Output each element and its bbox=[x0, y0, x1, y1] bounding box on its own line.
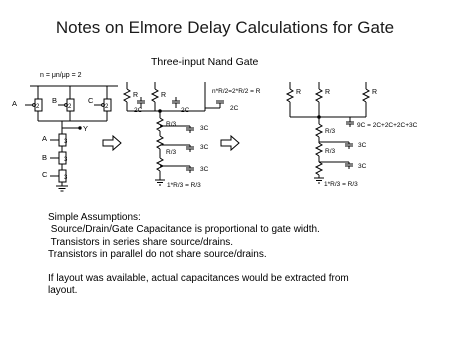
pmos-a bbox=[25, 86, 42, 121]
svg-text:3C: 3C bbox=[358, 163, 367, 170]
svg-text:R: R bbox=[372, 89, 378, 96]
notes-line: Transistors in parallel do not share source/drains. bbox=[48, 249, 267, 261]
equiv-resistance-label: n*R/2=2*R/2 = R bbox=[212, 88, 261, 95]
notes-block bbox=[48, 212, 428, 297]
svg-text:3C: 3C bbox=[200, 125, 209, 132]
notes-line: Transistors in series share source/drains. bbox=[48, 236, 234, 248]
nand-schematic bbox=[12, 72, 118, 191]
slide-title: Notes on Elmore Delay Calculations for Gate bbox=[55, 18, 395, 37]
svg-text:R/3: R/3 bbox=[325, 128, 336, 135]
svg-text:R/3: R/3 bbox=[325, 148, 336, 155]
svg-text:R: R bbox=[133, 92, 139, 99]
svg-text:C: C bbox=[42, 170, 48, 179]
svg-text:3C: 3C bbox=[200, 144, 209, 151]
svg-text:R/3: R/3 bbox=[166, 149, 177, 156]
pmos-b bbox=[58, 86, 74, 121]
model2-bottom-label: 1*R/3 = R/3 bbox=[324, 181, 358, 188]
arrow-right-icon-2 bbox=[221, 136, 239, 150]
diagram-subtitle: Three-input Nand Gate bbox=[151, 56, 259, 68]
lumped-cap-label: 9C = 2C+2C+2C+3C bbox=[357, 122, 418, 129]
svg-text:B: B bbox=[42, 153, 48, 162]
model1-bottom-label: 1*R/3 = R/3 bbox=[167, 182, 201, 189]
svg-text:3: 3 bbox=[64, 175, 68, 181]
input-c-label: C bbox=[88, 96, 94, 105]
svg-text:R: R bbox=[161, 92, 167, 99]
svg-text:R: R bbox=[325, 89, 331, 96]
svg-text:R: R bbox=[296, 89, 302, 96]
svg-text:3: 3 bbox=[64, 139, 68, 145]
rc-model-2 bbox=[287, 82, 418, 188]
notes-line: Source/Drain/Gate Capacitance is proportional to gate width. bbox=[48, 224, 320, 236]
notes-line: If layout was available, actual capacitances would be extracted from bbox=[48, 272, 349, 284]
svg-text:3C: 3C bbox=[200, 166, 209, 173]
input-b-label: B bbox=[52, 96, 58, 105]
svg-text:2: 2 bbox=[68, 104, 72, 110]
arrow-right-icon bbox=[103, 136, 121, 150]
notes-heading: Simple Assumptions: bbox=[48, 212, 141, 223]
output-y-label: Y bbox=[83, 124, 89, 133]
rc-model-1 bbox=[124, 82, 261, 189]
svg-text:R/3: R/3 bbox=[166, 121, 177, 128]
pmos-c bbox=[94, 86, 111, 121]
svg-text:3C: 3C bbox=[358, 142, 367, 149]
nmos-b bbox=[42, 152, 68, 164]
svg-text:2C: 2C bbox=[181, 107, 190, 114]
nmos-a bbox=[42, 134, 68, 146]
svg-text:3: 3 bbox=[64, 157, 68, 163]
svg-text:2: 2 bbox=[105, 104, 109, 110]
notes-line: layout. bbox=[48, 285, 78, 297]
svg-text:2C: 2C bbox=[230, 105, 239, 112]
svg-text:2C: 2C bbox=[134, 107, 143, 114]
input-a-label: A bbox=[12, 99, 18, 108]
nmos-c bbox=[42, 170, 68, 182]
svg-text:A: A bbox=[42, 134, 48, 143]
mobility-ratio-label: n = μn/μp = 2 bbox=[40, 72, 82, 79]
svg-text:2: 2 bbox=[36, 104, 40, 110]
